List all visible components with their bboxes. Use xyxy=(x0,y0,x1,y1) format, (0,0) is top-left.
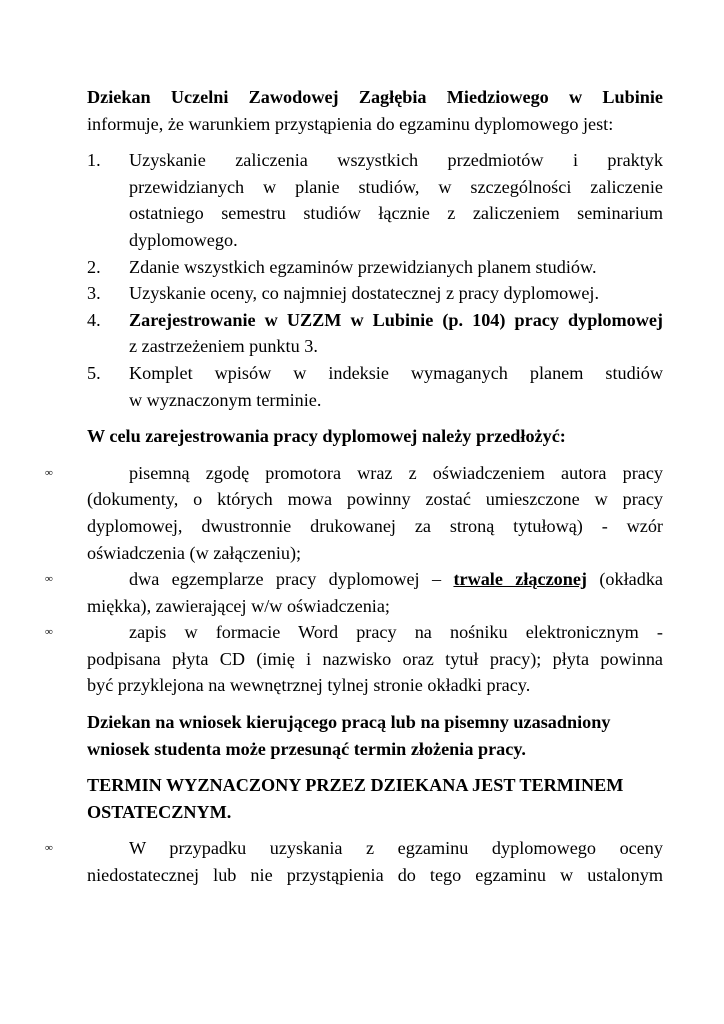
notice-text: TERMIN WYZNACZONY PRZEZ DZIEKANA JEST TERMINEM xyxy=(87,775,624,796)
requirement-number: 5. xyxy=(87,362,101,383)
requirement-3 xyxy=(87,280,663,307)
requirement-text: dyplomowego. xyxy=(129,229,238,250)
requirement-number: 2. xyxy=(87,256,101,277)
requirements-list xyxy=(87,147,663,413)
requirement-number: 4. xyxy=(87,309,101,330)
requirement-number: 3. xyxy=(87,283,101,304)
bullet-item-1 xyxy=(45,460,663,566)
notice-text: wniosek studenta może przesunąć termin złożenia pracy. xyxy=(87,738,526,759)
infinity-bullet-icon: ∞ xyxy=(45,466,53,479)
notice-deadline xyxy=(87,772,663,825)
registration-bullets xyxy=(45,460,663,699)
bullet-text: pisemną zgodę promotora wraz z oświadczeniem autora pracy xyxy=(129,462,663,483)
requirement-text: z zastrzeżeniem punktu 3. xyxy=(129,336,318,357)
bullet-text: dyplomowej, dwustronnie drukowanej za stroną tytułową) - wzór xyxy=(87,515,663,536)
requirement-text: Komplet wpisów w indeksie wymaganych planem studiów xyxy=(129,362,663,383)
bullet-text: (dokumenty, o których mowa powinny zostać umieszczone w pracy xyxy=(87,489,663,510)
document-page xyxy=(45,84,663,889)
requirement-text: Uzyskanie zaliczenia wszystkich przedmiotów i praktyk xyxy=(129,150,663,171)
requirement-1 xyxy=(87,147,663,253)
final-paragraph xyxy=(45,835,663,888)
bullet-text-underlined: trwale złączonej xyxy=(453,569,587,590)
requirement-text-bold: Zarejestrowanie w UZZM w Lubinie (p. 104) pracy dyplomowej xyxy=(129,309,663,330)
notice-text: OSTATECZNYM. xyxy=(87,801,232,822)
bullet-text: dwa egzemplarze pracy dyplomowej – xyxy=(129,569,454,590)
requirement-text: w wyznaczonym terminie. xyxy=(129,389,322,410)
bullet-text: podpisana płyta CD (imię i nazwisko oraz tytuł pracy); płyta powinna xyxy=(87,648,663,669)
requirement-text: ostatniego semestru studiów łącznie z zaliczeniem seminarium xyxy=(129,203,663,224)
intro-line-2: informuje, że warunkiem przystąpienia do egzaminu dyplomowego jest: xyxy=(87,113,614,134)
registration-heading: W celu zarejestrowania pracy dyplomowej należy przedłożyć: xyxy=(87,426,566,447)
requirement-4 xyxy=(87,307,663,360)
requirement-5 xyxy=(87,360,663,413)
bullet-text: (okładka xyxy=(587,569,663,590)
notice-text: Dziekan na wniosek kierującego pracą lub na pisemny uzasadniony xyxy=(87,712,611,733)
requirement-text: Uzyskanie oceny, co najmniej dostatecznej z pracy dyplomowej. xyxy=(129,283,600,304)
requirement-2 xyxy=(87,254,663,281)
final-text: W przypadku uzyskania z egzaminu dyplomowego oceny xyxy=(129,838,663,859)
requirement-text: Zdanie wszystkich egzaminów przewidzianych planem studiów. xyxy=(129,256,597,277)
final-text: niedostatecznej lub nie przystąpienia do tego egzaminu w ustalonym xyxy=(87,865,663,886)
intro-line-1: Dziekan Uczelni Zawodowej Zagłębia Miedziowego w Lubinie xyxy=(87,87,663,107)
bullet-text: miękka), zawierającej w/w oświadczenia; xyxy=(87,595,390,616)
infinity-bullet-icon: ∞ xyxy=(45,842,53,855)
bullet-text: zapis w formacie Word pracy na nośniku elektronicznym - xyxy=(129,622,663,643)
bullet-text: oświadczenia (w załączeniu); xyxy=(87,542,302,563)
notice-postpone xyxy=(87,709,663,762)
requirement-text: przewidzianych w planie studiów, w szczególności zaliczenie xyxy=(129,176,663,197)
bullet-text: być przyklejona na wewnętrznej tylnej stronie okładki pracy. xyxy=(87,675,531,696)
infinity-bullet-icon: ∞ xyxy=(45,626,53,639)
infinity-bullet-icon: ∞ xyxy=(45,573,53,586)
bullet-item-3 xyxy=(45,619,663,699)
bullet-item-2 xyxy=(45,566,663,619)
requirement-number: 1. xyxy=(87,150,101,171)
